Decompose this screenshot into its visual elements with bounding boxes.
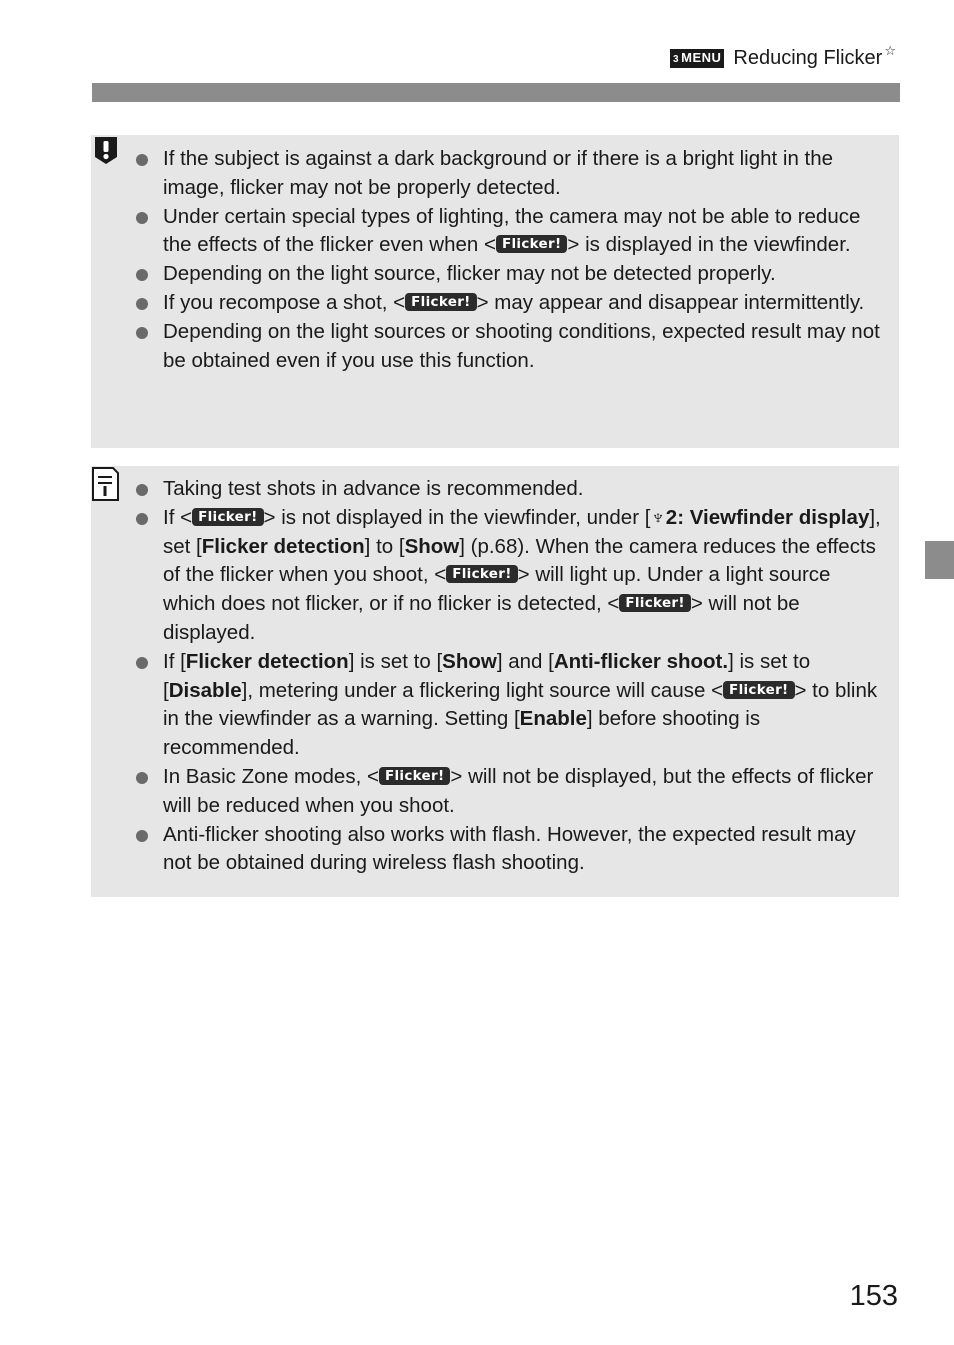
note-list <box>91 475 899 878</box>
note-item: Taking test shots in advance is recommended. <box>163 475 881 504</box>
section-title: Reducing Flicker <box>733 47 883 69</box>
caution-item: Under certain special types of lighting, the camera may not be able to reduce the effects of the flicker even when < Flicker! > is displayed in the viewfinder. <box>163 203 881 261</box>
wrench-icon: ♆ <box>650 505 666 529</box>
page-header <box>670 42 896 70</box>
note-item: If [Flicker detection] is set to [Show] and [Anti-flicker shoot.] is set to [Disable], metering under a flickering light source will cause < Flicker! > to blink in the viewfinder as a warning. Setting [Enable] before shooting is recommended. <box>163 648 881 763</box>
caution-item: Depending on the light source, flicker may not be detected properly. <box>163 260 881 289</box>
caution-item: If the subject is against a dark background or if there is a bright light in the image, flicker may not be properly detected. <box>163 145 881 203</box>
note-item: In Basic Zone modes, < Flicker! > will not be displayed, but the effects of flicker will be reduced when you shoot. <box>163 763 881 821</box>
flicker-badge: Flicker! <box>379 767 450 785</box>
flicker-badge: Flicker! <box>192 508 263 526</box>
caution-list <box>91 145 899 375</box>
star-icon: ☆ <box>884 42 896 58</box>
chapter-side-tab <box>925 541 954 579</box>
note-icon <box>91 466 121 502</box>
header-divider-bar <box>92 83 900 102</box>
caution-box <box>91 135 899 448</box>
menu-badge: 3 MENU <box>670 49 724 68</box>
flicker-badge: Flicker! <box>619 594 690 612</box>
page-number: 153 <box>849 1280 898 1312</box>
flicker-badge: Flicker! <box>723 681 794 699</box>
note-item: Anti-flicker shooting also works with flash. However, the expected result may not be obtained during wireless flash shooting. <box>163 821 881 879</box>
caution-item: If you recompose a shot, < Flicker! > may appear and disappear intermittently. <box>163 289 881 318</box>
flicker-badge: Flicker! <box>405 293 476 311</box>
caution-icon <box>91 135 121 167</box>
note-item: If < Flicker! > is not displayed in the viewfinder, under [♆2: Viewfinder display], set [Flicker detection] to [Show] (p.68). When the camera reduces the effects of the flicker when you shoot, < Flicker! > will light up. Under a light source which does not flicker, or if no flicker is detected, < Flicker! > will not be displayed. <box>163 504 881 648</box>
note-box <box>91 466 899 897</box>
flicker-badge: Flicker! <box>446 565 517 583</box>
flicker-badge: Flicker! <box>496 235 567 253</box>
caution-item: Depending on the light sources or shooting conditions, expected result may not be obtained even if you use this function. <box>163 318 881 376</box>
